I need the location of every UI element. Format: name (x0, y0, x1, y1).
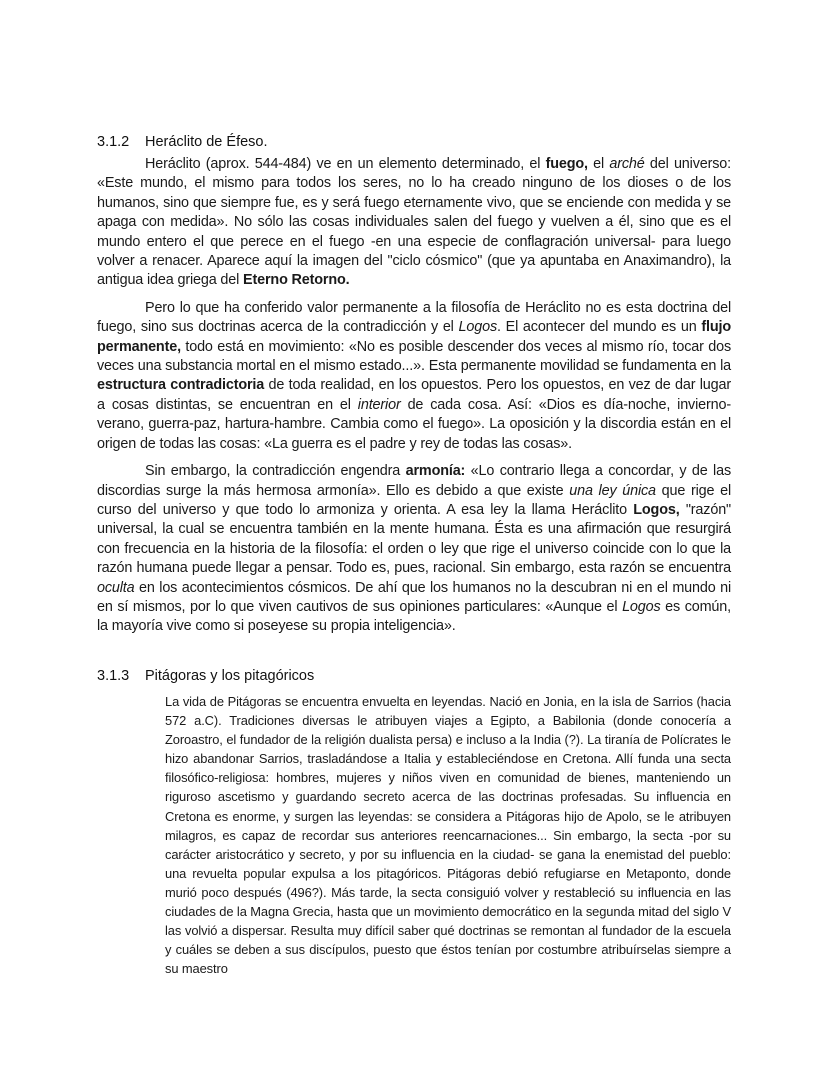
bold-term: armonía: (405, 463, 466, 480)
section-number: 3.1.3 (97, 668, 130, 684)
section-heading-heraclito (97, 133, 268, 151)
bold-term: flujo permanente, (97, 319, 731, 355)
text-run: «Lo contrario llega a concordar, y de las discordias surge la más hermosa armonía». Ello es debido a que existe (97, 463, 732, 499)
section-body-heraclito (97, 155, 731, 645)
section-title: Pitágoras y los pitagóricos (145, 668, 315, 684)
section-body-pitagoras (165, 692, 731, 978)
bold-term: fuego, (545, 156, 588, 172)
section-number: 3.1.2 (97, 134, 130, 150)
text-run: Heráclito (aprox. 544-484) ve en un elemento determinado, el (145, 156, 546, 172)
text-run: del universo: «Este mundo, el mismo para todos los seres, no lo ha creado ninguno de los dioses o de los humanos, sino que siempre fue, es y será fuego eternamente vivo, que se enciende con medida y se apaga con medida». No sólo las cosas individuales salen del fuego y vuelven a él, sino que es el mundo entero el que perece en el fuego -en una especie de conflagración universal- para luego volver a renacer. Aparece aquí la imagen del "ciclo cósmico" (que ya apuntaba en Anaximandro), la antigua idea griega del (97, 156, 731, 289)
text-run: Pero lo que ha conferido valor permanente a la filosofía de Heráclito no es esta doctrina del fuego, sino sus doctrinas acerca de la contradicción y el (97, 299, 731, 336)
text-run: de toda realidad, en los opuestos. Pero los opuestos, en vez de dar lugar a cosas distintas, se encuentran en el (97, 377, 731, 413)
bold-term: estructura contradictoria (97, 377, 265, 394)
bold-term: Logos, (633, 501, 680, 518)
section-heading-pitagoras (97, 667, 314, 685)
bold-term: Eterno Retorno. (243, 272, 350, 289)
italic-term: arché (609, 156, 645, 172)
text-run: de cada cosa. Así: «Dios es día-noche, invierno-verano, guerra-paz, hartura-hambre. Cambia como el fuego». La oposición y la discordia están en el origen de todas las cosas: «La guerra es el padre y rey de todas las cosas». (97, 396, 731, 452)
italic-term: una ley única (569, 482, 656, 499)
text-run: que rige el curso del universo y que todo lo armoniza y orienta. A esa ley la llama Heráclito (97, 482, 731, 518)
text-run: todo está en movimiento: «No es posible descender dos veces al mismo río, tocar dos veces una substancia mortal en el mismo estado...». Esta permanente movilidad se fundamenta en la (97, 338, 731, 375)
text-run: en los acontecimientos cósmicos. De ahí que los humanos no la descubran ni en el mundo ni en sí mismos, por lo que viven cautivos de sus opiniones particulares: «Aunque el (97, 579, 731, 615)
paragraph (97, 299, 731, 454)
italic-term: oculta (97, 579, 135, 596)
italic-term: Logos (458, 319, 497, 336)
paragraph (97, 155, 731, 291)
text-run: . El acontecer del mundo es un (497, 319, 702, 336)
paragraph: La vida de Pitágoras se encuentra envuelta en leyendas. Nació en Jonia, en la isla de Sarrios (hacia 572 a.C). Tradiciones diversas le atribuyen viajes a Egipto, a Babilonia (donde conocería a Zoroastro, el fundador de la religión dualista persa) e incluso a la India (?). La tiranía de Polícrates le hizo abandonar Sarrios, trasladándose a Italia y estableciéndose en Cretona. Allí funda una secta filosófico-religiosa: hombres, mujeres y niños viven en comunidad de bienes, manteniendo un riguroso ascetismo y guardando secreto acerca de las doctrinas profesadas. Su influencia en Cretona es enorme, y surgen las leyendas: se considera a Pitágoras hijo de Apolo, se le atribuyen milagros, es capaz de recordar sus anteriores reencarnaciones... Sin embargo, la secta -por su carácter aristocrático y secreto, y por su influencia en la ciudad- se gana la enemistad del pueblo: una revuelta popular expulsa a los pitagóricos. Pitágoras debió refugiarse en Metaponto, donde murió poco después (496?). Más tarde, la secta consiguió volver y restableció su influencia en las ciudades de la Magna Grecia, hasta que un movimiento democrático en la segunda mitad del siglo V las volvió a dispersar. Resulta muy difícil saber qué doctrinas se remontan al fundador de la escuela y cuáles se deben a sus discípulos, puesto que éstos tenían por costumbre atribuírselas siempre a su maestro (165, 694, 731, 977)
text-run: el (587, 156, 610, 172)
text-run: "razón" universal, la cual se encuentra también en la mente humana. Ésta es una afirmación que resurgirá con frecuencia en la historia de la filosofía: el orden o ley que rige el universo coincide con lo que la razón humana puede llegar a pensar. Todo es, pues, racional. Sin embargo, esta razón se encuentra (97, 501, 731, 577)
text-run: es común, la mayoría vive como si poseyese su propia inteligencia». (97, 598, 731, 635)
text-run: Sin embargo, la contradicción engendra (145, 463, 406, 480)
paragraph (97, 462, 731, 637)
italic-term: interior (357, 396, 401, 413)
italic-term: Logos (622, 598, 661, 615)
section-title: Heráclito de Éfeso. (145, 134, 268, 150)
